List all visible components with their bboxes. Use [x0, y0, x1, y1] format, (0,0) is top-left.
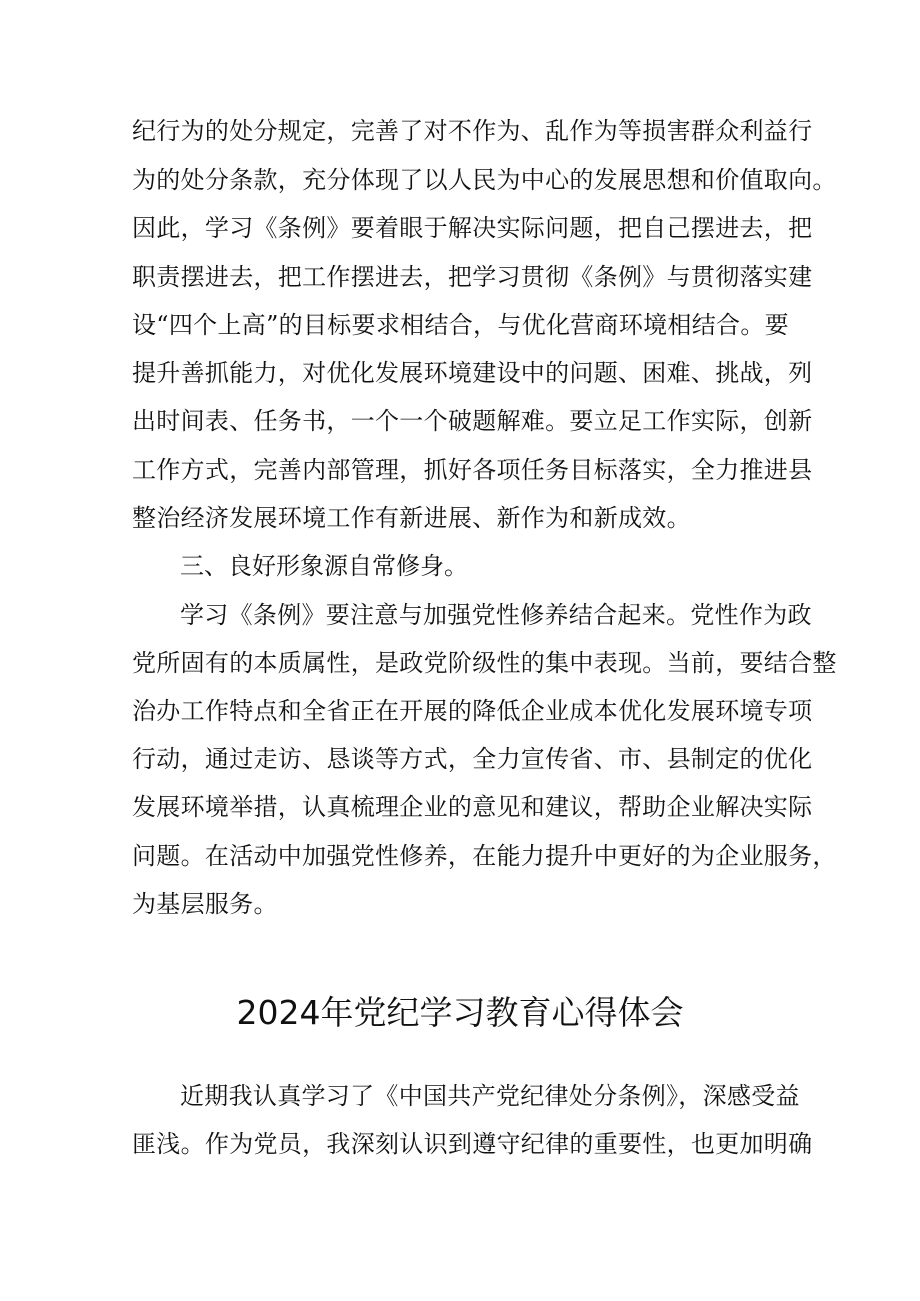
paragraph-line: 纪行为的处分规定，完善了对不作为、乱作为等损害群众利益行: [132, 117, 813, 145]
paragraph-line: 提升善抓能力，对优化发展环境建设中的问题、困难、挑战，列: [132, 359, 813, 387]
paragraph-line: 为的处分条款，充分体现了以人民为中心的发展思想和价值取向。: [132, 166, 837, 194]
paragraph-line: 治办工作特点和全省正在开展的降低企业成本优化发展环境专项: [132, 697, 813, 725]
paragraph-line: 行动，通过走访、恳谈等方式，全力宣传省、市、县制定的优化: [132, 745, 813, 773]
paragraph-line: 因此，学习《条例》要着眼于解决实际问题，把自己摆进去，把: [132, 214, 813, 242]
paragraph-line: 发展环境举措，认真梳理企业的意见和建议，帮助企业解决实际: [132, 793, 813, 821]
paragraph-line: 职责摆进去，把工作摆进去，把学习贯彻《条例》与贯彻落实建: [132, 263, 813, 291]
paragraph-line: 工作方式，完善内部管理，抓好各项任务目标落实，全力推进县: [132, 456, 813, 484]
paragraph-line: 近期我认真学习了《中国共产党纪律处分条例》，深感受益: [180, 1082, 800, 1110]
paragraph-line: 为基层服务。: [132, 890, 278, 918]
paragraph-line: 匪浅。作为党员，我深刻认识到遵守纪律的重要性，也更加明确: [132, 1130, 813, 1158]
paragraph-line: 党所固有的本质属性，是政党阶级性的集中表现。当前，要结合整: [132, 649, 837, 677]
article-title: 2024年党纪学习教育心得体会: [236, 993, 684, 1032]
section-heading: 三、良好形象源自常修身。: [180, 552, 468, 580]
paragraph-line: 学习《条例》要注意与加强党性修养结合起来。党性作为政: [180, 601, 812, 629]
paragraph-line: 整治经济发展环境工作有新进展、新作为和新成效。: [132, 504, 691, 532]
paragraph-line: 问题。在活动中加强党性修养，在能力提升中更好的为企业服务，: [132, 842, 837, 870]
paragraph-line: 出时间表、任务书，一个一个破题解难。要立足工作实际，创新: [132, 407, 813, 435]
paragraph-line: 设“四个上高”的目标要求相结合，与优化营商环境相结合。要: [132, 311, 789, 339]
